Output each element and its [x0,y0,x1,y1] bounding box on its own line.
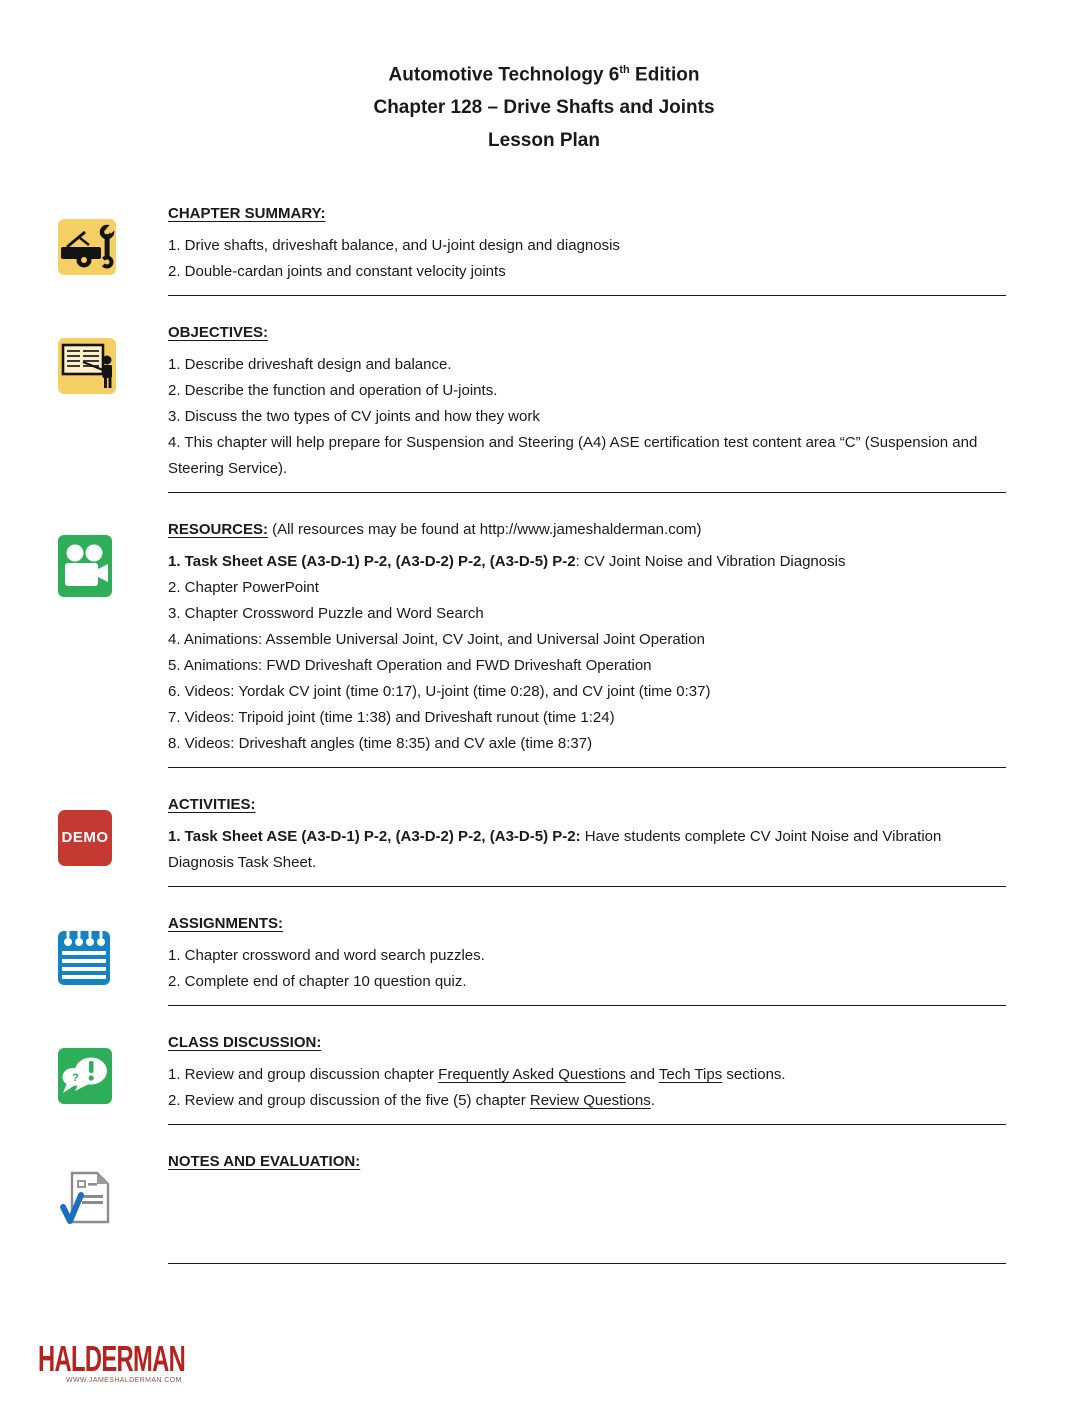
text-segment: : CV Joint Noise and Vibration Diagnosis [575,553,846,571]
section-assignments [0,911,1088,1006]
video-camera-icon-slot [58,535,120,597]
halderman-logo-url: WWW.JAMESHALDERMAN.COM [66,1377,182,1384]
title-line-3 [0,124,1088,157]
text-segment: 1. Review and group discussion chapter [168,1066,439,1084]
text-segment: 2. Describe the function and operation of U-joints. [168,382,498,400]
text-segment: Review Questions [529,1092,651,1110]
list-item [168,969,1006,995]
text-segment: Chapter 128 – Drive Shafts and Joints [373,97,715,119]
section-divider [168,886,1006,887]
list-item [168,404,1006,430]
section-class-discussion [0,1030,1088,1125]
page-title [0,0,1088,157]
text-segment: . [650,1092,655,1110]
section-divider [168,1124,1006,1125]
list-item [168,601,1006,627]
discussion-bubbles-icon [58,1048,112,1104]
list-item [168,705,1006,731]
list-item [168,731,1006,757]
section-heading-label: CLASS DISCUSSION: [168,1034,322,1052]
section-heading [168,320,1006,346]
text-segment: 8. Videos: Driveshaft angles (time 8:35) and CV axle (time 8:37) [168,735,593,753]
list-item [168,1062,1006,1088]
title-line-1 [0,54,1088,91]
section-heading-label: OBJECTIVES: [168,324,269,342]
section-heading [168,1030,1006,1056]
section-heading-label: NOTES AND EVALUATION: [168,1153,361,1171]
text-segment: Frequently Asked Questions [438,1066,626,1084]
text-segment: 4. This chapter will help prepare for Suspension and Steering (A4) ASE certification test content area “C” (Suspension and Steering Service). [168,434,978,478]
section-heading-label: RESOURCES: [168,521,269,539]
section-divider [168,767,1006,768]
demo-badge-icon-slot [58,810,120,872]
notepad-icon-slot [58,929,120,991]
section-divider [168,1005,1006,1006]
text-segment: 2. Chapter PowerPoint [168,579,319,597]
text-segment: Automotive Technology 6 [388,64,620,86]
section-notes-and-evaluation [0,1149,1088,1264]
list-item [168,653,1006,679]
text-segment: Have students complete CV Joint Noise and Vibration Diagnosis Task Sheet. [168,828,942,872]
list-item [168,627,1006,653]
halderman-logo-text: HALDERMAN [38,1338,186,1379]
section-chapter-summary [0,201,1088,296]
section-heading [168,1149,1006,1175]
notes-blank-space [168,1181,1006,1253]
halderman-logo [38,1338,198,1385]
section-resources [0,517,1088,768]
section-heading [168,517,1006,543]
text-segment: th [619,64,630,76]
text-segment: 5. Animations: FWD Driveshaft Operation and FWD Driveshaft Operation [168,657,652,675]
list-item [168,943,1006,969]
text-segment: 1. Task Sheet ASE (A3-D-1) P-2, (A3-D-2) P-2, (A3-D-5) P-2: [168,828,581,846]
text-segment: 1. Chapter crossword and word search puzzles. [168,947,485,965]
list-item [168,575,1006,601]
text-segment: 2. Review and group discussion of the five (5) chapter [168,1092,530,1110]
section-divider [168,1263,1006,1264]
section-heading-label: ACTIVITIES: [168,796,256,814]
list-item [168,259,1006,285]
list-item [168,549,1006,575]
text-segment: sections. [722,1066,786,1084]
list-item [168,679,1006,705]
text-segment: 2. Complete end of chapter 10 question quiz. [168,973,467,991]
list-item [168,352,1006,378]
text-segment: 3. Discuss the two types of CV joints and how they work [168,408,540,426]
list-item [168,233,1006,259]
title-line-2 [0,91,1088,124]
section-heading-label: CHAPTER SUMMARY: [168,205,326,223]
list-item [168,824,1006,876]
svg-text:?: ? [72,1072,79,1085]
text-segment: 1. Task Sheet ASE (A3-D-1) P-2, (A3-D-2) P-2, (A3-D-5) P-2 [168,553,576,571]
section-activities [0,792,1088,887]
section-objectives [0,320,1088,493]
list-item [168,378,1006,404]
demo-badge-icon: DEMO [58,810,112,866]
text-segment: Lesson Plan [488,130,600,152]
document-check-icon-slot [58,1167,120,1229]
discussion-bubbles-icon-slot [58,1048,120,1110]
section-divider [168,492,1006,493]
text-segment: 2. Double-cardan joints and constant velocity joints [168,263,506,281]
presentation-board-icon-slot [58,338,120,400]
text-segment: 7. Videos: Tripoid joint (time 1:38) and Driveshaft runout (time 1:24) [168,709,615,727]
section-divider [168,295,1006,296]
text-segment: 3. Chapter Crossword Puzzle and Word Search [168,605,484,623]
section-heading [168,201,1006,227]
text-segment: Edition [629,64,700,86]
list-item [168,1088,1006,1114]
car-repair-icon [58,219,116,275]
presentation-board-icon [58,338,116,394]
text-segment: Tech Tips [658,1066,723,1084]
document-check-icon [58,1167,116,1229]
section-heading [168,911,1006,937]
text-segment: 6. Videos: Yordak CV joint (time 0:17), U-joint (time 0:28), and CV joint (time 0:37) [168,683,711,701]
text-segment: and [625,1066,659,1084]
video-camera-icon [58,535,112,597]
text-segment: 1. Drive shafts, driveshaft balance, and U-joint design and diagnosis [168,237,620,255]
car-repair-icon-slot [58,219,120,281]
notepad-icon [58,929,110,987]
section-heading [168,792,1006,818]
section-heading-label: ASSIGNMENTS: [168,915,284,933]
section-heading-suffix: (All resources may be found at http://www.jameshalderman.com) [268,521,702,539]
list-item [168,430,1006,482]
text-segment: 4. Animations: Assemble Universal Joint, CV Joint, and Universal Joint Operation [168,631,705,649]
text-segment: 1. Describe driveshaft design and balance. [168,356,452,374]
